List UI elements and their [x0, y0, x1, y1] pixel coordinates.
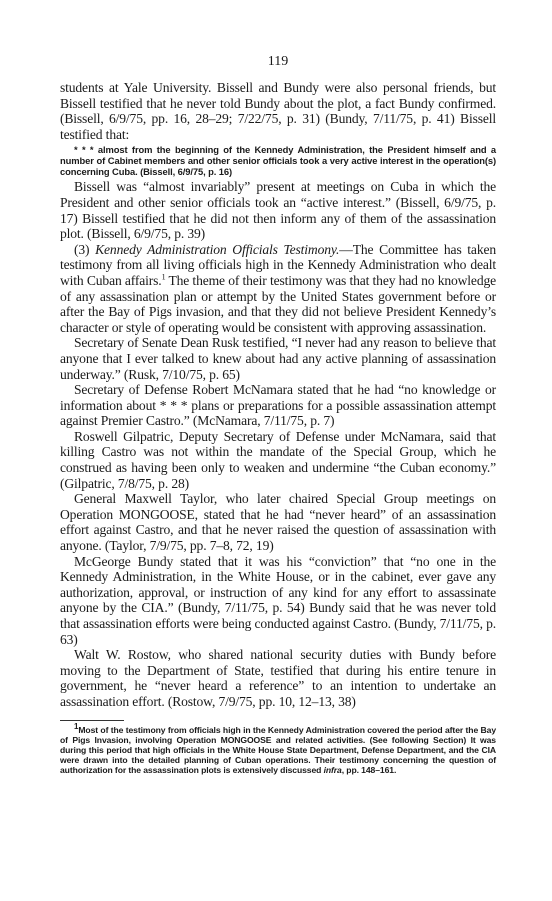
paragraph-rostow: Walt W. Rostow, who shared national security duties with Bundy before moving to the Department of State, testified that during his entire tenure in government, he “never heard a reference” to an intention to undertake an assassination effort. (Rostow, 7/9/75, pp. 10, 12–13, 38) [60, 647, 496, 709]
body-text [60, 80, 496, 710]
paragraph-continuation: students at Yale University. Bissell and Bundy were also personal friends, but Bissell testified that he never told Bundy about the plot, a fact Bundy confirmed. (Bissell, 6/9/75, pp. 16, 28–29; 7/22/75, p. 31) (Bundy, 7/11/75, p. 41) Bissell testified that: [60, 80, 496, 142]
section-body-rest: The theme of their testimony was that they had no knowledge of any assassination plan or attempt by the United States government before or after the Bay of Pigs invasion, and that they did not believe President Kennedy’s character or style of operating would be consistent with approving assassination. [60, 272, 496, 335]
section-body: —The Committee has taken testimony from all living officials high in the Kennedy Administration who dealt with Cuban affairs. [60, 241, 496, 288]
footnote-divider [60, 720, 124, 721]
page-number: 119 [267, 54, 289, 69]
footnote-text: Most of the testimony from officials high in the Kennedy Administration covered the period after the Bay of Pigs Invasion, involving Operation MONGOOSE and related activities. (See following Section) It was during this period that high officials in the White House State Department, Defense Department, and the CIA were drawn into the detailed planning of Cuban operations. Their testimony concerning the question of authorization for the assassination plots is extensively discussed [60, 724, 496, 776]
paragraph-gilpatric: Roswell Gilpatric, Deputy Secretary of Defense under McNamara, said that killing Castro was not within the mandate of the Special Group, which he construed as having been only to weaken and undermine “the Cuban economy.” (Gilpatric, 7/8/75, p. 28) [60, 428, 496, 491]
footnote-infra: infra [323, 765, 342, 776]
paragraph-taylor: General Maxwell Taylor, who later chaired Special Group meetings on Operation MONGOOSE, stated that he had “never heard” of an assassination effort against Castro, and that he never raised the question of assassination with anyone. (Taylor, 7/9/75, pp. 7–8, 72, 19) [60, 491, 496, 554]
paragraph-bissell-presence: Bissell was “almost invariably” present at meetings on Cuba in which the President and other senior officials took an “active interest.” (Bissell, 6/9/75, p. 17) Bissell testified that he did not then inform any of them of the assassination plot. (Bissell, 6/9/75, p. 39) [60, 179, 496, 242]
paragraph-bundy: McGeorge Bundy stated that it was his “conviction” that “no one in the Kennedy Administration, in the White House, or in the cabinet, ever gave any authorization, approval, or instruction of any kind for any effort to assassinate anyone by the CIA.” (Bundy, 7/11/75, p. 54) Bundy said that he was never told that assassination efforts were being conducted against Castro. (Bundy, 7/11/75, p. 63) [60, 553, 496, 647]
footnote-marker: 1 [74, 721, 79, 731]
paragraph-rusk: Secretary of Senate Dean Rusk testified, “I never had any reason to believe that anyone that I ever talked to knew about had any active planning of assassination underway.” (Rusk, 7/10/75, p. 65) [60, 335, 496, 382]
footnote [60, 721, 496, 776]
footnote-text-end: , pp. 148–161. [341, 765, 397, 776]
paragraph-mcnamara: Secretary of Defense Robert McNamara stated that he had “no knowledge or information about * * * plans or preparations for a possible assassination attempt against Premier Castro.” (McNamara, 7/11/75, p. 7) [60, 382, 496, 429]
section-number: (3) [74, 241, 96, 257]
block-quote: * * * almost from the beginning of the Kennedy Administration, the President himself and a number of Cabinet members and other senior officials took a very active interest in the operation(s) concerning Cuba. (Bissell, 6/9/75, p. 16) [60, 144, 496, 178]
document-page [60, 54, 496, 776]
paragraph-kennedy-officials [60, 242, 496, 336]
section-heading: Kennedy Administration Officials Testimony. [95, 241, 340, 257]
footnote-reference[interactable]: 1 [161, 272, 166, 282]
